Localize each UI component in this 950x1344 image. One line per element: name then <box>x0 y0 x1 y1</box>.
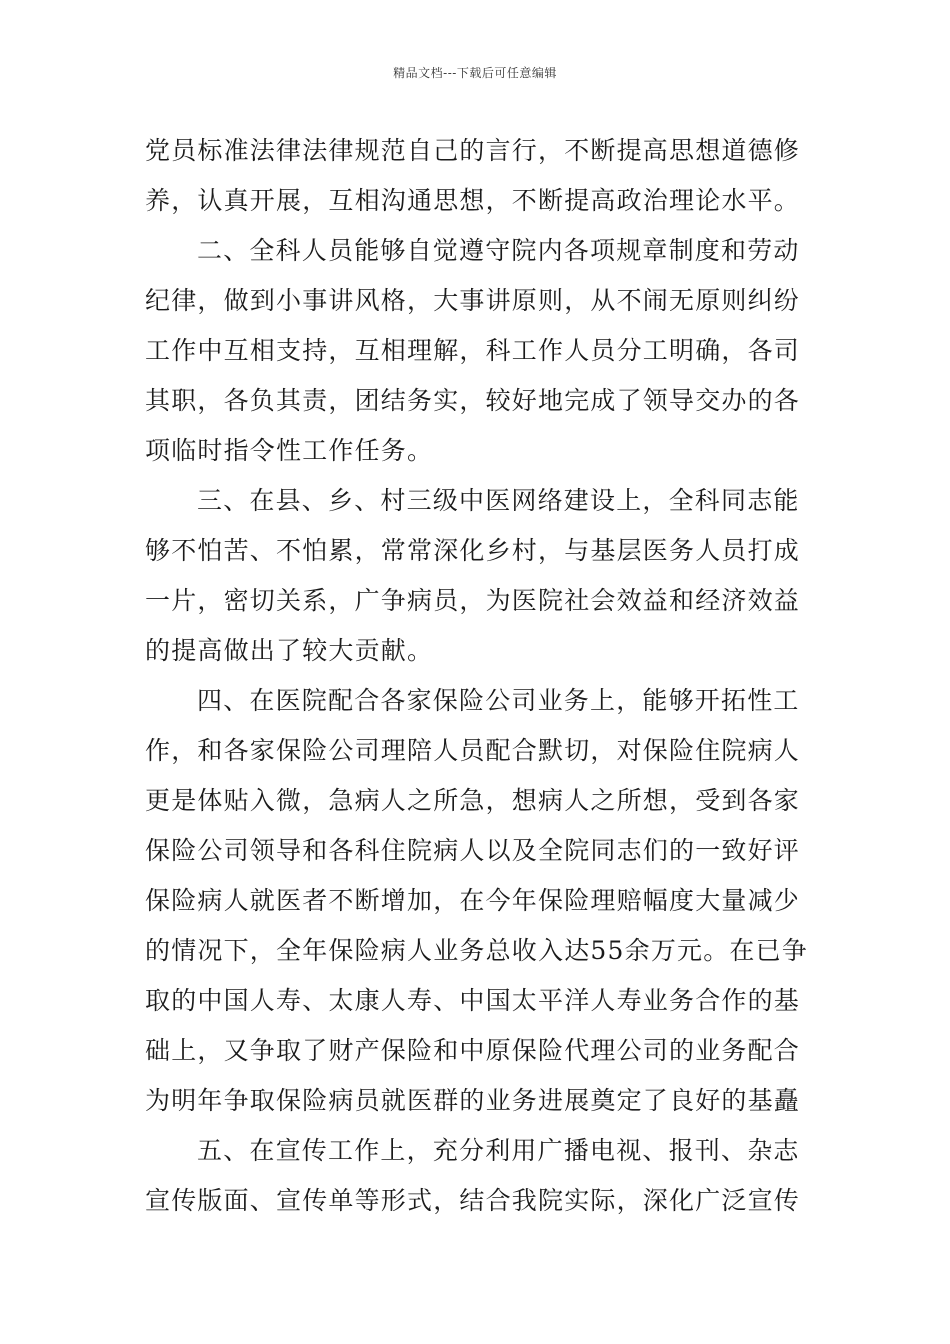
text-line: 够不怕苦、不怕累，常常深化乡村，与基层医务人员打成 <box>145 536 801 565</box>
text-line: 党员标准法律法律规范自己的言行，不断提高思想道德修 <box>145 136 801 165</box>
text-line: 其职，各负其责，团结务实，较好地完成了领导交办的各 <box>145 386 801 415</box>
text-line: 取的中国人寿、太康人寿、中国太平洋人寿业务合作的基 <box>145 986 801 1015</box>
text-line: 养，认真开展，互相沟通思想，不断提高政治理论水平。 <box>145 186 801 215</box>
text-line: 的提高做出了较大贡献。 <box>145 636 434 665</box>
text-line: 保险病人就医者不断增加，在今年保险理赔幅度大量减少 <box>145 886 801 915</box>
text-line: 为明年争取保险病员就医群的业务进展奠定了良好的基矗 <box>145 1086 801 1115</box>
paragraph-start-line: 五、在宣传工作上，充分利用广播电视、报刊、杂志 <box>197 1136 800 1165</box>
text-line: 项临时指令性工作任务。 <box>145 436 434 465</box>
text-line: 更是体贴入微，急病人之所急，想病人之所想，受到各家 <box>145 786 801 815</box>
text-line: 的情况下，全年保险病人业务总收入达55余万元。在已争 <box>145 936 809 965</box>
document-body <box>145 126 815 1226</box>
text-line: 纪律，做到小事讲风格，大事讲原则，从不闹无原则纠纷 <box>145 286 801 315</box>
text-line: 一片，密切关系，广争病员，为医院社会效益和经济效益 <box>145 586 801 615</box>
paragraph-start-line: 四、在医院配合各家保险公司业务上，能够开拓性工 <box>197 686 800 715</box>
text-line: 宣传版面、宣传单等形式，结合我院实际，深化广泛宣传 <box>145 1186 801 1215</box>
text-line: 工作中互相支持，互相理解，科工作人员分工明确，各司 <box>145 336 801 365</box>
paragraph-start-line: 二、全科人员能够自觉遵守院内各项规章制度和劳动 <box>197 236 800 265</box>
paragraph-start-line: 三、在县、乡、村三级中医网络建设上，全科同志能 <box>197 486 800 515</box>
text-line: 保险公司领导和各科住院病人以及全院同志们的一致好评 <box>145 836 801 865</box>
text-line: 作，和各家保险公司理陪人员配合默切，对保险住院病人 <box>145 736 801 765</box>
page-header: 精品文档---下载后可任意编辑 <box>393 66 557 80</box>
text-line: 础上，又争取了财产保险和中原保险代理公司的业务配合 <box>145 1036 801 1065</box>
